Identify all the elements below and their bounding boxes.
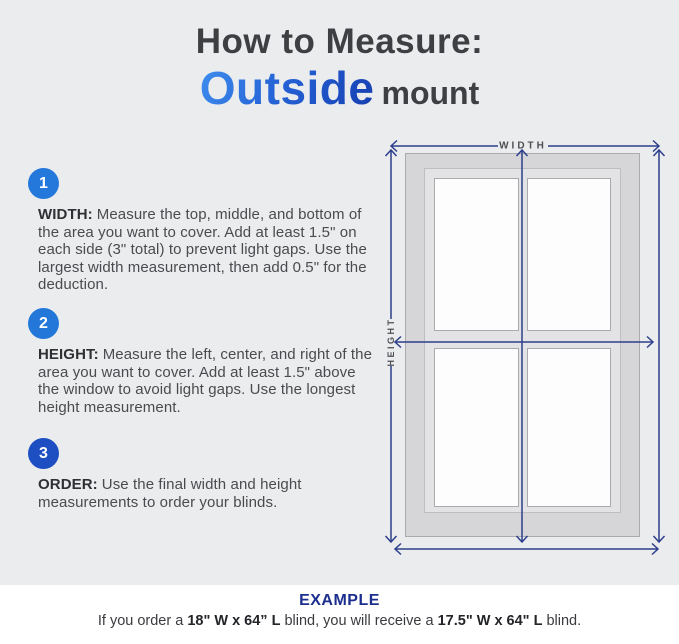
measurement-arrows: [380, 135, 670, 560]
received-size: 17.5" W x 64" L: [437, 613, 543, 629]
width-dimension-label: WIDTH: [499, 140, 547, 152]
step-width: [28, 168, 380, 294]
width-arrow-bottom: [395, 544, 658, 555]
step-height: [28, 308, 380, 416]
center-vertical-arrow: [517, 150, 528, 542]
center-horizontal-arrow: [395, 337, 653, 348]
step-3-text: [38, 476, 376, 511]
step-3-label: ORDER:: [38, 476, 98, 493]
example-heading: EXAMPLE: [299, 592, 380, 609]
step-1-label: WIDTH:: [38, 206, 93, 223]
height-dimension-label: HEIGHT: [386, 317, 396, 367]
ordered-size: 18" W x 64” L: [187, 613, 281, 629]
example-footer: [0, 585, 679, 644]
title-mount-type: Outside: [199, 62, 375, 114]
step-order: [28, 438, 380, 511]
step-1-text: [38, 206, 376, 294]
step-1-body: Measure the top, middle, and bottom of the area you want to cover. Add at least 1.5" on each side (3" total) to prevent light gaps. Use the largest width measurement, then add 0.5" for the deduction.: [38, 206, 367, 294]
step-1-number-badge: 1: [28, 168, 59, 199]
height-arrow-right: [654, 150, 665, 542]
step-3-body: Use the final width and height measurements to order your blinds.: [38, 476, 302, 511]
example-prefix: If you order a: [97, 613, 188, 629]
step-2-body: Measure the left, center, and right of the area you want to cover. Add at least 1.5" above the window to avoid light gaps. Use the longest height measurement.: [38, 346, 373, 416]
window-diagram: [380, 135, 670, 560]
step-2-text: [38, 346, 376, 416]
title-block: [0, 22, 679, 125]
example-suffix: blind.: [542, 613, 582, 629]
step-2-label: HEIGHT:: [38, 346, 99, 363]
step-2-number-badge: 2: [28, 308, 59, 339]
example-sentence: [0, 613, 679, 629]
title-line2: [0, 63, 679, 125]
example-middle: blind, you will receive a: [280, 613, 438, 629]
title-line1: How to Measure:: [195, 22, 484, 61]
step-3-number-badge: 3: [28, 438, 59, 469]
title-mount-word: mount: [381, 75, 480, 111]
